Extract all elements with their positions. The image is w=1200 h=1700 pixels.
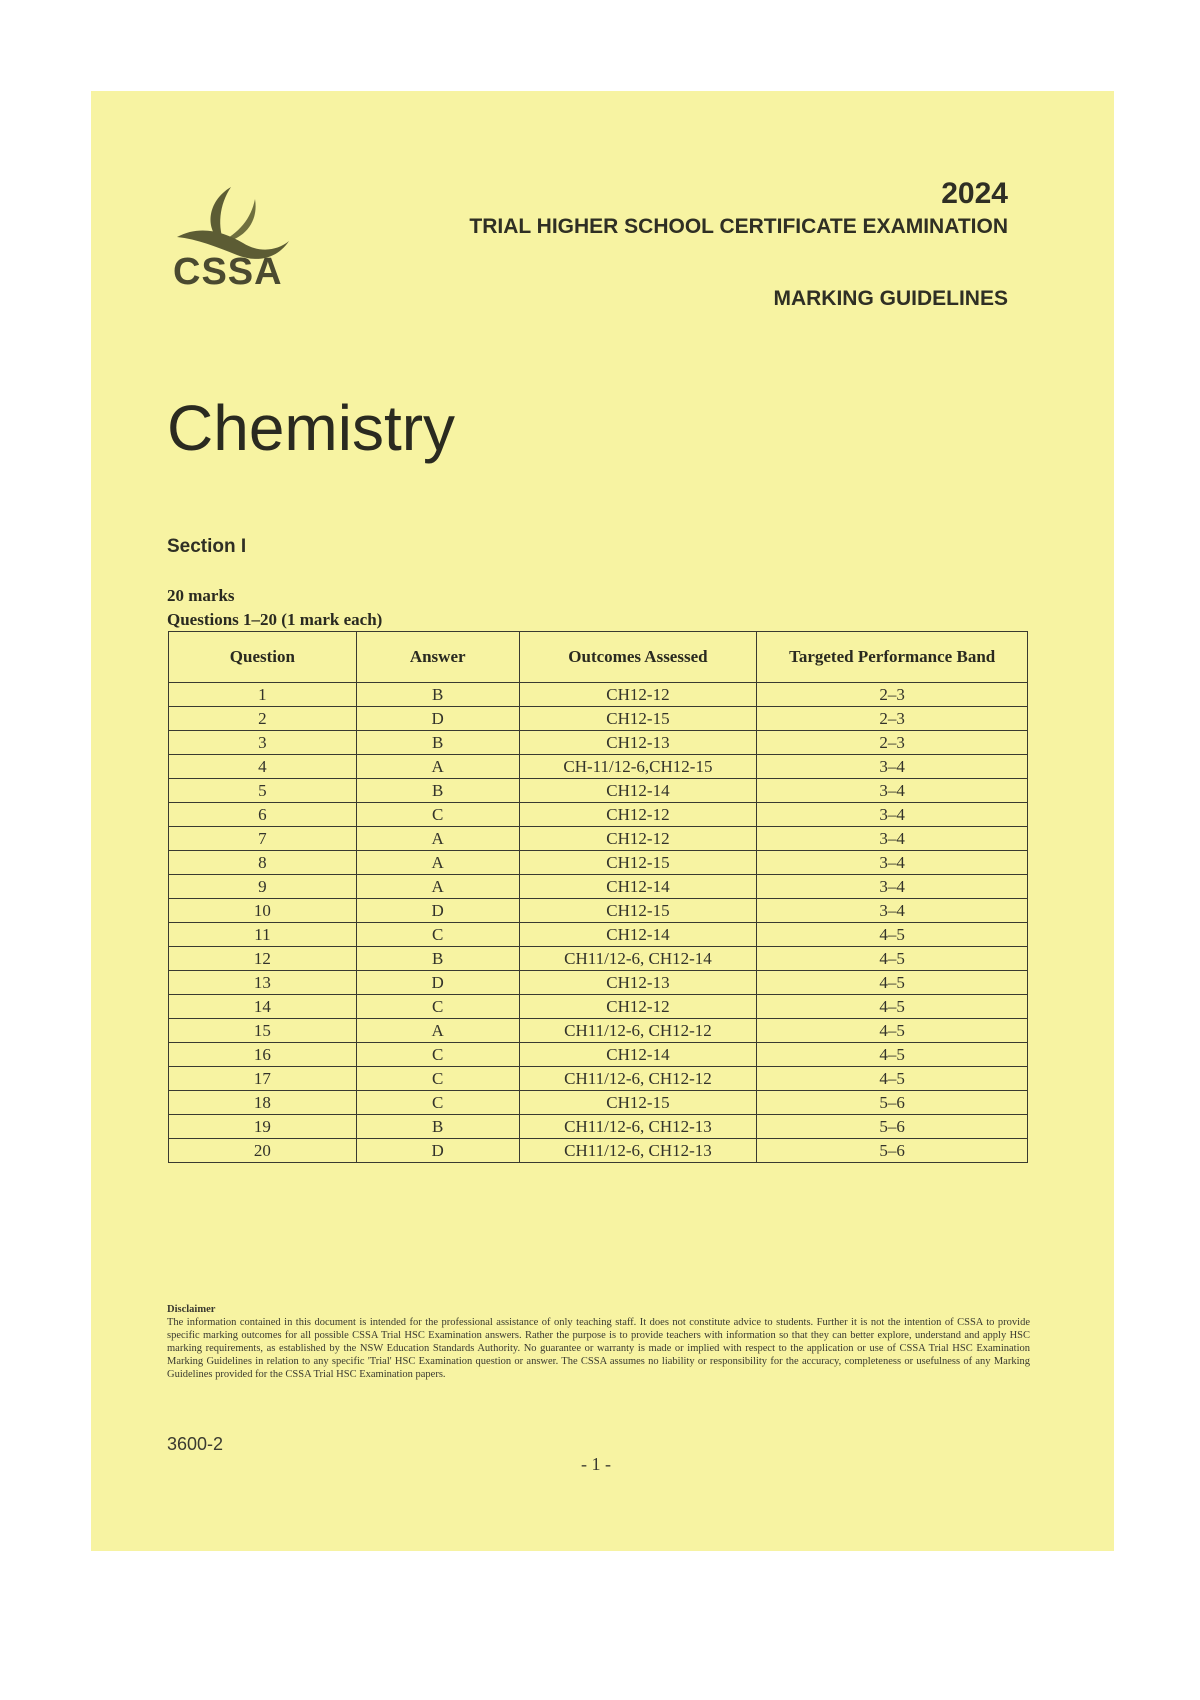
cell-answer: C bbox=[356, 1067, 519, 1091]
cell-answer: C bbox=[356, 923, 519, 947]
cell-outcomes: CH12-14 bbox=[519, 923, 757, 947]
cell-question: 2 bbox=[169, 707, 357, 731]
cell-answer: D bbox=[356, 899, 519, 923]
cell-answer: A bbox=[356, 851, 519, 875]
cell-answer: C bbox=[356, 1043, 519, 1067]
table-row bbox=[169, 947, 1028, 971]
cell-question: 12 bbox=[169, 947, 357, 971]
table-row bbox=[169, 755, 1028, 779]
cell-band: 3–4 bbox=[757, 755, 1028, 779]
cell-outcomes: CH12-15 bbox=[519, 1091, 757, 1115]
table-row bbox=[169, 1019, 1028, 1043]
cell-answer: B bbox=[356, 779, 519, 803]
cell-answer: A bbox=[356, 875, 519, 899]
cell-question: 4 bbox=[169, 755, 357, 779]
section-marks-info bbox=[167, 584, 382, 632]
disclaimer-body: The information contained in this document is intended for the professional assistance of only teaching staff. It does not constitute advice to students. Further it is not the intention of CSSA to provide specific marking outcomes for all possible CSSA Trial HSC Examination answers. Rather the purpose is to provide teachers with information so that they can better explore, understand and apply HSC marking requirements, as established by the NSW Education Standards Authority. No guarantee or warranty is made or implied with respect to the application or use of CSSA Trial HSC Examination Marking Guidelines in relation to any specific 'Trial' HSC Examination question or answer. The CSSA assumes no liability or responsibility for the accuracy, completeness or usefulness of any Marking Guidelines provided for the CSSA Trial HSC Examination papers. bbox=[167, 1317, 1030, 1380]
cell-band: 4–5 bbox=[757, 923, 1028, 947]
cell-question: 5 bbox=[169, 779, 357, 803]
table-row bbox=[169, 1091, 1028, 1115]
cell-question: 8 bbox=[169, 851, 357, 875]
cell-band: 4–5 bbox=[757, 1067, 1028, 1091]
answer-table-body bbox=[169, 683, 1028, 1163]
table-row bbox=[169, 827, 1028, 851]
cell-outcomes: CH11/12-6, CH12-13 bbox=[519, 1139, 757, 1163]
cell-question: 20 bbox=[169, 1139, 357, 1163]
cell-outcomes: CH12-13 bbox=[519, 971, 757, 995]
cell-band: 5–6 bbox=[757, 1091, 1028, 1115]
table-row bbox=[169, 1139, 1028, 1163]
cell-question: 1 bbox=[169, 683, 357, 707]
cell-answer: B bbox=[356, 731, 519, 755]
marking-guidelines-page bbox=[91, 91, 1114, 1551]
document-code: 3600-2 bbox=[167, 1434, 224, 1454]
cell-band: 4–5 bbox=[757, 947, 1028, 971]
column-header-outcomes: Outcomes Assessed bbox=[519, 632, 757, 683]
cell-band: 3–4 bbox=[757, 851, 1028, 875]
section-title: Section I bbox=[167, 536, 247, 557]
column-header-answer: Answer bbox=[356, 632, 519, 683]
cell-outcomes: CH12-15 bbox=[519, 851, 757, 875]
table-row bbox=[169, 779, 1028, 803]
table-row bbox=[169, 803, 1028, 827]
document-subtitle: MARKING GUIDELINES bbox=[773, 287, 1008, 310]
logo-text: CSSA bbox=[173, 251, 283, 293]
cell-question: 9 bbox=[169, 875, 357, 899]
table-row bbox=[169, 1115, 1028, 1139]
cell-outcomes: CH12-12 bbox=[519, 995, 757, 1019]
cell-outcomes: CH12-12 bbox=[519, 827, 757, 851]
table-row bbox=[169, 851, 1028, 875]
table-row bbox=[169, 683, 1028, 707]
cell-answer: D bbox=[356, 1139, 519, 1163]
cell-answer: A bbox=[356, 1019, 519, 1043]
cell-outcomes: CH12-12 bbox=[519, 803, 757, 827]
cell-outcomes: CH11/12-6, CH12-12 bbox=[519, 1019, 757, 1043]
cell-band: 4–5 bbox=[757, 995, 1028, 1019]
disclaimer-heading: Disclaimer bbox=[167, 1304, 216, 1315]
disclaimer bbox=[167, 1303, 1030, 1381]
table-row bbox=[169, 923, 1028, 947]
cell-answer: B bbox=[356, 947, 519, 971]
cell-answer: C bbox=[356, 995, 519, 1019]
cell-answer: C bbox=[356, 1091, 519, 1115]
section-questions: Questions 1–20 (1 mark each) bbox=[167, 610, 383, 629]
cell-question: 11 bbox=[169, 923, 357, 947]
table-row bbox=[169, 971, 1028, 995]
cell-question: 19 bbox=[169, 1115, 357, 1139]
cell-band: 5–6 bbox=[757, 1115, 1028, 1139]
cell-question: 14 bbox=[169, 995, 357, 1019]
cell-band: 2–3 bbox=[757, 731, 1028, 755]
cell-outcomes: CH12-14 bbox=[519, 875, 757, 899]
cell-band: 3–4 bbox=[757, 803, 1028, 827]
cell-question: 16 bbox=[169, 1043, 357, 1067]
section-marks: 20 marks bbox=[167, 586, 235, 605]
column-header-band: Targeted Performance Band bbox=[757, 632, 1028, 683]
cell-question: 17 bbox=[169, 1067, 357, 1091]
subject-title: Chemistry bbox=[167, 392, 456, 464]
cell-question: 18 bbox=[169, 1091, 357, 1115]
table-row bbox=[169, 899, 1028, 923]
table-header-row bbox=[169, 632, 1028, 683]
cell-band: 5–6 bbox=[757, 1139, 1028, 1163]
cell-answer: B bbox=[356, 1115, 519, 1139]
table-row bbox=[169, 995, 1028, 1019]
table-row bbox=[169, 1043, 1028, 1067]
cell-outcomes: CH12-14 bbox=[519, 1043, 757, 1067]
cell-outcomes: CH11/12-6, CH12-12 bbox=[519, 1067, 757, 1091]
cell-answer: B bbox=[356, 683, 519, 707]
cell-question: 10 bbox=[169, 899, 357, 923]
cssa-logo bbox=[173, 179, 303, 299]
cell-answer: A bbox=[356, 827, 519, 851]
cell-band: 3–4 bbox=[757, 779, 1028, 803]
cell-band: 4–5 bbox=[757, 1019, 1028, 1043]
exam-title: TRIAL HIGHER SCHOOL CERTIFICATE EXAMINATION bbox=[469, 215, 1008, 238]
cell-outcomes: CH-11/12-6,CH12-15 bbox=[519, 755, 757, 779]
cell-outcomes: CH12-15 bbox=[519, 899, 757, 923]
cell-band: 2–3 bbox=[757, 707, 1028, 731]
column-header-question: Question bbox=[169, 632, 357, 683]
cell-band: 3–4 bbox=[757, 827, 1028, 851]
cell-question: 3 bbox=[169, 731, 357, 755]
cell-outcomes: CH12-15 bbox=[519, 707, 757, 731]
table-row bbox=[169, 731, 1028, 755]
page-number: - 1 - bbox=[581, 1454, 611, 1474]
cell-band: 4–5 bbox=[757, 971, 1028, 995]
cell-outcomes: CH11/12-6, CH12-13 bbox=[519, 1115, 757, 1139]
cell-question: 13 bbox=[169, 971, 357, 995]
cell-outcomes: CH11/12-6, CH12-14 bbox=[519, 947, 757, 971]
cell-answer: D bbox=[356, 707, 519, 731]
cell-outcomes: CH12-14 bbox=[519, 779, 757, 803]
cell-answer: D bbox=[356, 971, 519, 995]
cell-band: 2–3 bbox=[757, 683, 1028, 707]
answer-table bbox=[168, 631, 1028, 1163]
cell-question: 15 bbox=[169, 1019, 357, 1043]
cell-answer: A bbox=[356, 755, 519, 779]
cell-question: 7 bbox=[169, 827, 357, 851]
cell-outcomes: CH12-13 bbox=[519, 731, 757, 755]
cell-outcomes: CH12-12 bbox=[519, 683, 757, 707]
cell-band: 3–4 bbox=[757, 899, 1028, 923]
table-row bbox=[169, 707, 1028, 731]
cell-answer: C bbox=[356, 803, 519, 827]
cell-band: 3–4 bbox=[757, 875, 1028, 899]
table-row bbox=[169, 875, 1028, 899]
cell-band: 4–5 bbox=[757, 1043, 1028, 1067]
table-row bbox=[169, 1067, 1028, 1091]
cell-question: 6 bbox=[169, 803, 357, 827]
exam-year: 2024 bbox=[941, 177, 1008, 210]
